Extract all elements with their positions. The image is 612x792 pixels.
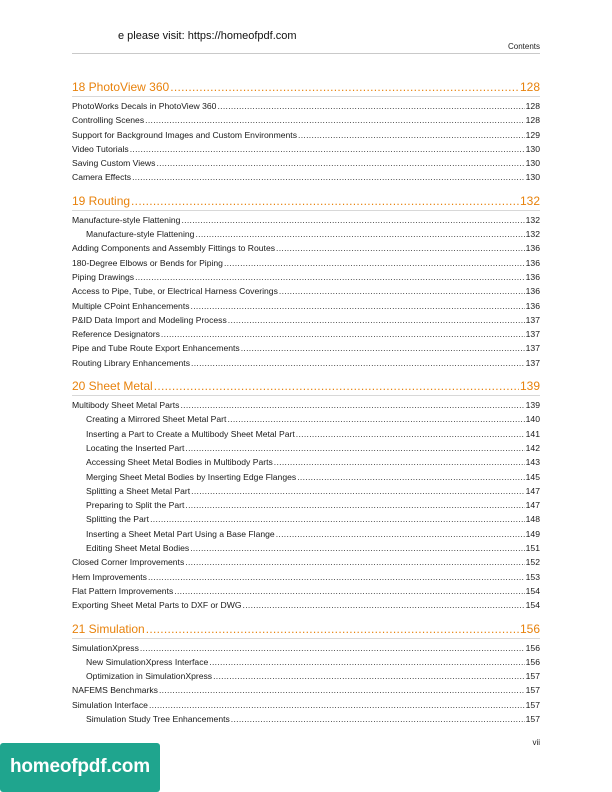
entry-title: PhotoWorks Decals in PhotoView 360 — [72, 101, 217, 111]
entry-page: 139 — [525, 400, 540, 411]
toc-entry-link[interactable] — [72, 412, 540, 426]
entry-title: SimulationXpress — [72, 642, 139, 653]
chapter-title: 20 Sheet Metal — [72, 379, 153, 394]
entry-title: Hem Improvements — [72, 571, 147, 582]
toc-entry-link[interactable] — [72, 498, 540, 512]
toc-entry-link[interactable] — [72, 241, 540, 255]
toc-entry-link[interactable] — [72, 213, 540, 227]
toc-entry-link[interactable] — [72, 712, 540, 726]
chapter-page: 132 — [519, 193, 540, 208]
chapter-title: 18 PhotoView 360 — [72, 80, 170, 94]
entry-page: 136 — [525, 257, 540, 268]
entry-title: Flat Pattern Improvements — [72, 585, 174, 596]
dot-leader — [297, 470, 524, 484]
entry-page: 147 — [525, 500, 540, 511]
entry-title: Splitting a Sheet Metal Part — [86, 485, 191, 496]
dot-leader — [185, 441, 524, 455]
entry-title: Multiple CPoint Enhancements — [72, 300, 190, 311]
entry-title: Optimization in SimulationXpress — [86, 671, 213, 682]
dot-leader — [180, 398, 524, 412]
entry-title: Accessing Sheet Metal Bodies in Multibody Parts — [86, 457, 273, 468]
dot-leader — [140, 641, 525, 655]
toc-entry-link[interactable] — [72, 570, 540, 584]
dot-leader — [213, 669, 525, 683]
entry-page: 157 — [525, 685, 540, 696]
promo-banner — [0, 742, 160, 792]
toc-section — [72, 79, 540, 185]
dot-leader — [161, 327, 525, 341]
entry-page: 148 — [525, 514, 540, 525]
toc-entry-link[interactable] — [72, 170, 540, 184]
entry-title: Merging Sheet Metal Bodies by Inserting Edge Flanges — [86, 471, 297, 482]
entry-title: Saving Custom Views — [72, 158, 156, 169]
toc-entry-link[interactable] — [72, 484, 540, 498]
entry-title: 180-Degree Elbows or Bends for Piping — [72, 257, 223, 268]
entry-title: Locating the Inserted Part — [86, 442, 185, 453]
toc-entry-link[interactable] — [72, 284, 540, 298]
toc-entry-link[interactable] — [72, 641, 540, 655]
entry-page: 137 — [525, 329, 540, 340]
entry-page: 153 — [525, 571, 540, 582]
toc-entry-link[interactable] — [72, 256, 540, 270]
toc-entry-link[interactable] — [72, 99, 540, 113]
dot-leader — [174, 584, 524, 598]
entry-title: Camera Effects — [72, 172, 132, 183]
dot-leader — [149, 698, 525, 712]
dot-leader — [224, 256, 525, 270]
header-divider — [72, 53, 540, 54]
chapter-heading-link[interactable] — [72, 378, 540, 396]
dot-leader — [185, 498, 524, 512]
entry-page: 154 — [525, 585, 540, 596]
dot-leader — [190, 541, 524, 555]
toc-entry-link[interactable] — [72, 555, 540, 569]
entry-page: 128 — [525, 115, 540, 126]
chapter-page: 156 — [519, 621, 540, 636]
chapter-page: 128 — [519, 80, 540, 94]
toc-entry-link[interactable] — [72, 398, 540, 412]
toc-entry-link[interactable] — [72, 470, 540, 484]
toc-section — [72, 621, 540, 727]
chapter-title: 21 Simulation — [72, 621, 145, 636]
toc-entry-link[interactable] — [72, 299, 540, 313]
dot-leader — [159, 683, 525, 697]
dot-leader — [241, 341, 525, 355]
toc-entry-link[interactable] — [72, 683, 540, 697]
dot-leader — [217, 99, 524, 113]
toc-entry-link[interactable] — [72, 698, 540, 712]
table-of-contents — [72, 79, 540, 734]
dot-leader — [170, 79, 519, 96]
dot-leader — [195, 227, 524, 241]
dot-leader — [154, 378, 519, 395]
entry-title: Closed Corner Improvements — [72, 557, 185, 568]
entry-page: 156 — [525, 642, 540, 653]
dot-leader — [185, 555, 524, 569]
toc-entry-link[interactable] — [72, 541, 540, 555]
entry-page: 154 — [525, 600, 540, 611]
dot-leader — [130, 142, 525, 156]
chapter-title: 19 Routing — [72, 193, 131, 208]
entry-title: Support for Background Images and Custom Environments — [72, 129, 297, 140]
chapter-heading-link[interactable] — [72, 193, 540, 211]
entry-page: 132 — [525, 229, 540, 240]
entry-title: Manufacture-style Flattening — [72, 214, 181, 225]
toc-entry-link[interactable] — [72, 227, 540, 241]
entry-title: P&ID Data Import and Modeling Process — [72, 314, 227, 325]
chapter-page: 139 — [519, 379, 540, 394]
dot-leader — [132, 170, 525, 184]
entry-page: 132 — [525, 214, 540, 225]
dot-leader — [191, 299, 525, 313]
toc-entry-link[interactable] — [72, 655, 540, 669]
site-logo-badge[interactable]: homeofpdf.com — [0, 743, 160, 792]
entry-page: 156 — [525, 656, 540, 667]
entry-page: 129 — [525, 129, 540, 140]
chapter-heading-link[interactable] — [72, 79, 540, 97]
entry-page: 136 — [525, 286, 540, 297]
dot-leader — [131, 193, 519, 210]
dot-leader — [231, 712, 525, 726]
entry-title: Reference Designators — [72, 329, 160, 340]
entry-title: Access to Pipe, Tube, or Electrical Harness Coverings — [72, 286, 278, 297]
entry-title: Inserting a Sheet Metal Part Using a Base Flange — [86, 528, 275, 539]
entry-page: 145 — [525, 471, 540, 482]
entry-title: Editing Sheet Metal Bodies — [86, 543, 190, 554]
running-header: Contents — [507, 42, 540, 51]
toc-entry-link[interactable] — [72, 455, 540, 469]
dot-leader — [279, 284, 525, 298]
entry-page: 157 — [525, 713, 540, 724]
entry-page: 137 — [525, 343, 540, 354]
page-number: vii — [532, 738, 540, 747]
toc-entry-link[interactable] — [72, 356, 540, 370]
toc-entry-link[interactable] — [72, 113, 540, 127]
dot-leader — [191, 484, 525, 498]
entry-title: Routing Library Enhancements — [72, 357, 190, 368]
dot-leader — [135, 270, 525, 284]
dot-leader — [156, 156, 524, 170]
dot-leader — [276, 527, 525, 541]
toc-entry-link[interactable] — [72, 669, 540, 683]
entry-page: 128 — [525, 101, 540, 111]
entry-page: 141 — [525, 428, 540, 439]
toc-entry-link[interactable] — [72, 598, 540, 612]
dot-leader — [146, 621, 519, 638]
entry-title: Adding Components and Assembly Fittings to Routes — [72, 243, 276, 254]
entry-title: New SimulationXpress Interface — [86, 656, 209, 667]
entry-page: 147 — [525, 485, 540, 496]
dot-leader — [148, 570, 525, 584]
entry-title: Pipe and Tube Route Export Enhancements — [72, 343, 240, 354]
entry-title: Video Tutorials — [72, 143, 129, 154]
entry-page: 130 — [525, 172, 540, 183]
entry-title: Preparing to Split the Part — [86, 500, 185, 511]
entry-title: Multibody Sheet Metal Parts — [72, 400, 180, 411]
entry-page: 137 — [525, 314, 540, 325]
toc-section — [72, 378, 540, 612]
toc-entry-link[interactable] — [72, 142, 540, 156]
entry-page: 136 — [525, 243, 540, 254]
entry-page: 140 — [525, 414, 540, 425]
dot-leader — [274, 455, 525, 469]
entry-page: 157 — [525, 699, 540, 710]
entry-page: 149 — [525, 528, 540, 539]
toc-entry-link[interactable] — [72, 270, 540, 284]
entry-page: 130 — [525, 158, 540, 169]
entry-page: 136 — [525, 271, 540, 282]
dot-leader — [228, 313, 525, 327]
dot-leader — [243, 598, 525, 612]
dot-leader — [276, 241, 525, 255]
dot-leader — [145, 113, 525, 127]
dot-leader — [209, 655, 524, 669]
entry-page: 151 — [525, 543, 540, 554]
entry-title: Controlling Scenes — [72, 115, 145, 126]
toc-entry-link[interactable] — [72, 584, 540, 598]
toc-entry-link[interactable] — [72, 427, 540, 441]
entry-title: NAFEMS Benchmarks — [72, 685, 158, 696]
toc-entry-link[interactable] — [72, 441, 540, 455]
entry-title: Inserting a Part to Create a Multibody Sheet Metal Part — [86, 428, 295, 439]
entry-title: Piping Drawings — [72, 271, 135, 282]
toc-entry-link[interactable] — [72, 156, 540, 170]
toc-entry-link[interactable] — [72, 128, 540, 142]
entry-page: 157 — [525, 671, 540, 682]
toc-entry-link[interactable] — [72, 512, 540, 526]
promo-link-text[interactable]: e please visit: https://homeofpdf.com — [118, 30, 297, 42]
entry-page: 152 — [525, 557, 540, 568]
dot-leader — [298, 128, 525, 142]
toc-entry-link[interactable] — [72, 327, 540, 341]
entry-page: 143 — [525, 457, 540, 468]
entry-title: Splitting the Part — [86, 514, 150, 525]
entry-title: Simulation Study Tree Enhancements — [86, 713, 230, 724]
dot-leader — [181, 213, 524, 227]
toc-entry-link[interactable] — [72, 527, 540, 541]
entry-page: 137 — [525, 357, 540, 368]
toc-entry-link[interactable] — [72, 341, 540, 355]
toc-section — [72, 193, 540, 370]
entry-title: Simulation Interface — [72, 699, 148, 710]
dot-leader — [296, 427, 525, 441]
dot-leader — [227, 412, 524, 426]
entry-title: Creating a Mirrored Sheet Metal Part — [86, 414, 227, 425]
entry-title: Manufacture-style Flattening — [86, 229, 195, 240]
chapter-heading-link[interactable] — [72, 621, 540, 639]
dot-leader — [191, 356, 525, 370]
entry-title: Exporting Sheet Metal Parts to DXF or DWG — [72, 600, 242, 611]
toc-entry-link[interactable] — [72, 313, 540, 327]
entry-page: 142 — [525, 442, 540, 453]
entry-page: 130 — [525, 143, 540, 154]
dot-leader — [150, 512, 525, 526]
entry-page: 136 — [525, 300, 540, 311]
